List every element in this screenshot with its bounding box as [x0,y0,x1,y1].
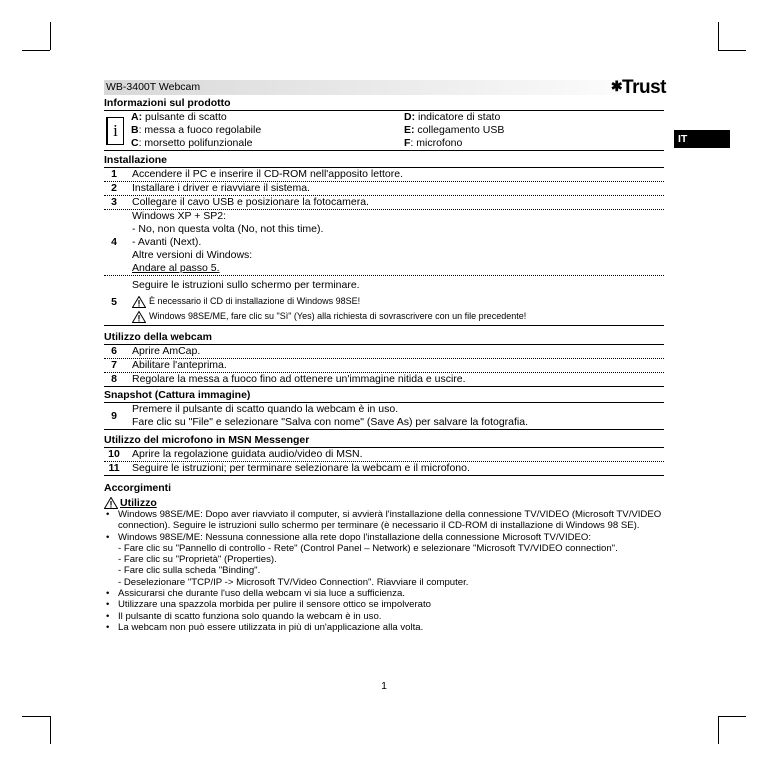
step-row: 1 Accendere il PC e inserire il CD-ROM nell'apposito lettore. [104,168,664,182]
list-item: • Windows 98SE/ME: Dopo aver riavviato il computer, si avvierà l'installazione della connessione TV/VIDEO (Microsoft TV/VIDEO connection). Seguire le istruzioni sullo schermo per terminare (è necessario il CD-ROM di installazione di Windows 98 SE). [118,509,664,532]
warning-icon [104,497,118,509]
warning-icon [132,311,146,323]
installation-heading: Installazione [104,152,664,168]
step-row: 6 Aprire AmCap. [104,345,664,359]
crop-mark-br-h [718,716,746,717]
crop-mark-br-v [718,716,719,744]
step-row-5: 5 Seguire le istruzioni sullo schermo per terminare. È necessario il CD di installazione di Windows 98SE! Windows 98SE/ME, fare clic su "Sì" (Yes) alla richiesta di sovrascrivere con un file precedente! [104,276,664,326]
step-row-4: 4 Windows XP + SP2: - No, non questa volta (No, not this time). - Avanti (Next). Altre versioni di Windows: Andare al passo 5. [104,210,664,276]
page-number: 1 [381,680,387,692]
document-title: WB-3400T Webcam [106,81,201,93]
tips-list [104,509,664,633]
crop-mark-tr-h [718,50,746,51]
step-row: 11 Seguire le istruzioni; per terminare selezionare la webcam e il microfono. [104,462,664,476]
warning-note: È necessario il CD di installazione di Windows 98SE! [132,295,526,308]
step-row: 8 Regolare la messa a fuoco fino ad ottenere un'immagine nitida e uscire. [104,373,664,387]
warning-note: Windows 98SE/ME, fare clic su "Sì" (Yes) alla richiesta di sovrascrivere con un file precedente! [132,310,526,323]
step-row: 7 Abilitare l'anteprima. [104,359,664,373]
list-item: • Windows 98SE/ME: Nessuna connessione alla rete dopo l'installazione della connessione Microsoft TV/VIDEO: - Fare clic su "Pannello di controllo - Rete" (Control Panel – Network) e selezionare "Microsoft TV/VIDEO connection". - Fare clic su "Proprietà" (Properties). - Fare clic sulla scheda "Binding". - Deselezionare "TCP/IP -> Microsoft TV/Video Connection". Riavviare il computer. [118,532,664,588]
trust-logo: ✱Trust [610,77,666,98]
manual-page [104,77,666,633]
step-row: 2 Installare i driver e riavviare il sistema. [104,182,664,196]
product-info-block [104,111,664,151]
language-tab: IT [674,130,730,148]
list-item: • Il pulsante di scatto funziona solo quando la webcam è in uso. [118,611,664,622]
list-item: • La webcam non può essere utilizzata in più di un'applicazione alla volta. [118,622,664,633]
warning-icon [132,296,146,308]
snapshot-heading: Snapshot (Cattura immagine) [104,387,664,403]
product-info-heading: Informazioni sul prodotto [104,95,664,111]
crop-mark-bl-h [22,716,50,717]
list-item: • Utilizzare una spazzola morbida per pulire il sensore ottico se impolverato [118,599,664,610]
crop-mark-bl-v [50,716,51,744]
list-item: • Assicurarsi che durante l'uso della webcam vi sia luce a sufficienza. [118,588,664,599]
msn-heading: Utilizzo del microfono in MSN Messenger [104,432,664,448]
page-header [104,77,666,98]
info-icon: i [106,117,124,145]
tips-heading: Accorgimenti [104,482,172,494]
tips-subheading: Utilizzo [104,497,664,509]
product-info-right: D: indicatore di stato E: collegamento USB F: microfono [404,111,505,149]
step-row-9: 9 Premere il pulsante di scatto quando la webcam è in uso. Fare clic su "File" e selezionare "Salva con nome" (Save As) per salvare la fotografia. [104,403,664,430]
product-info-left: A: pulsante di scatto B: messa a fuoco regolabile C: morsetto polifunzionale [131,111,262,149]
step-row: 10 Aprire la regolazione guidata audio/video di MSN. [104,448,664,462]
webcam-heading: Utilizzo della webcam [104,329,664,345]
crop-mark-tr-v [718,22,719,50]
crop-mark-tl-v [50,22,51,50]
crop-mark-tl-h [22,50,50,51]
step-row: 3 Collegare il cavo USB e posizionare la fotocamera. [104,196,664,210]
